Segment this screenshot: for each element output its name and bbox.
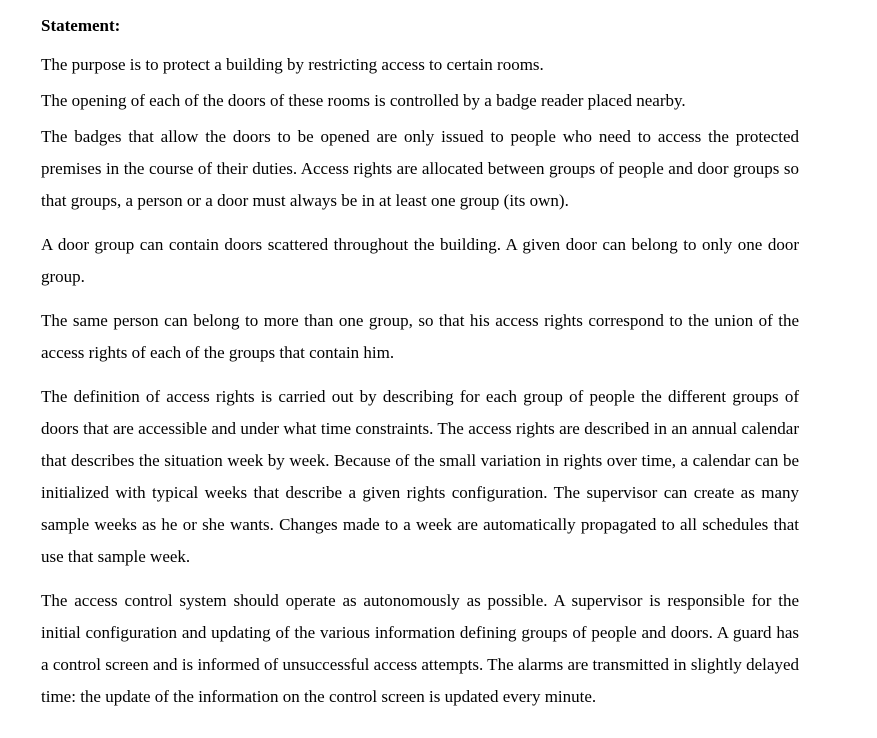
paragraph-access-rights: The definition of access rights is carried out by describing for each group of people the different groups of doors that are accessible and under what time constraints. The access rights are described in an annual calendar that describes the situation week by week. Because of the small variation in rights over time, a calendar can be initialized with typical weeks that describe a given rights configuration. The supervisor can create as many sample weeks as he or she wants. Changes made to a week are automatically propagated to all schedules that use that sample week.: [41, 387, 799, 566]
document-body: [41, 13, 799, 713]
paragraph-door-group: A door group can contain doors scattered throughout the building. A given door can belong to only one door group.: [41, 235, 799, 286]
paragraph-badge-reader: The opening of each of the doors of these rooms is controlled by a badge reader placed nearby.: [41, 91, 686, 110]
paragraph-purpose: The purpose is to protect a building by restricting access to certain rooms.: [41, 55, 544, 74]
statement-heading: Statement:: [41, 16, 121, 35]
paragraph-badges: The badges that allow the doors to be opened are only issued to people who need to access the protected premises in the course of their duties. Access rights are allocated between groups of people and door groups so that groups, a person or a door must always be in at least one group (its own).: [41, 127, 799, 210]
paragraph-person-groups: The same person can belong to more than one group, so that his access rights correspond to the union of the access rights of each of the groups that contain him.: [41, 311, 799, 362]
paragraph-autonomy: The access control system should operate as autonomously as possible. A supervisor is responsible for the initial configuration and updating of the various information defining groups of people and doors. A guard has a control screen and is informed of unsuccessful access attempts. The alarms are transmitted in slightly delayed time: the update of the information on the control screen is updated every minute.: [41, 591, 799, 706]
